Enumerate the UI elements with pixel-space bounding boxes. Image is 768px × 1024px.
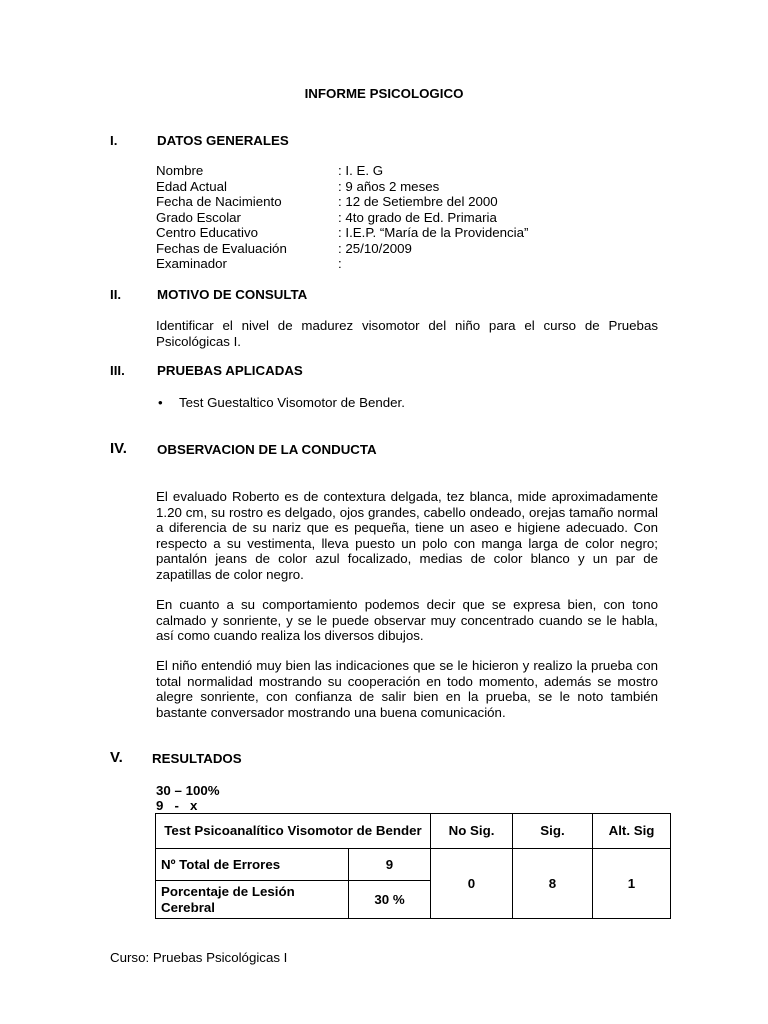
section-number: IV. bbox=[110, 440, 127, 457]
document-title: INFORME PSICOLOGICO bbox=[304, 86, 464, 101]
section-title: PRUEBAS APLICADAS bbox=[157, 363, 303, 378]
footer-text: Curso: Pruebas Psicológicas I bbox=[110, 950, 288, 965]
table-cell: Nº Total de Errores bbox=[156, 849, 349, 881]
field-label: Examinador bbox=[156, 256, 227, 271]
section-number: V. bbox=[110, 749, 123, 766]
table-row bbox=[156, 849, 671, 881]
bullet-icon: • bbox=[158, 395, 163, 410]
field-label: Fecha de Nacimiento bbox=[156, 194, 282, 209]
list-item: Test Guestaltico Visomotor de Bender. bbox=[179, 395, 405, 410]
results-table bbox=[155, 813, 671, 919]
table-cell: 1 bbox=[593, 849, 671, 919]
field-label: Centro Educativo bbox=[156, 225, 258, 240]
table-header-cell: No Sig. bbox=[431, 814, 513, 849]
field-value: : 12 de Setiembre del 2000 bbox=[338, 194, 498, 209]
table-cell: 9 bbox=[349, 849, 431, 881]
section-number: II. bbox=[110, 287, 122, 302]
table-cell: 0 bbox=[431, 849, 513, 919]
field-label: Nombre bbox=[156, 163, 204, 178]
field-value: : 9 años 2 meses bbox=[338, 178, 440, 194]
field-label: Edad Actual bbox=[156, 178, 227, 194]
paragraph: En cuanto a su comportamiento podemos decir que se expresa bien, con tono calmado y sonriente, y se le puede observar muy concentrado cuando se le habla, así como cuando realiza los diversos dibujos. bbox=[156, 597, 658, 643]
field-value: : bbox=[338, 256, 342, 271]
table-row bbox=[156, 814, 671, 849]
calc-line: 30 – 100% bbox=[156, 783, 220, 798]
paragraph: El niño entendió muy bien las indicaciones que se le hicieron y realizo la prueba con total normalidad mostrando su cooperación en todo momento, además se mostro alegre sonriente, con confianza de salir bien en la prueba, se le noto también bastante conversador mostrando una buena comunicación. bbox=[156, 658, 658, 720]
table-header-cell: Test Psicoanalítico Visomotor de Bender bbox=[156, 814, 431, 849]
section-number: I. bbox=[110, 133, 118, 148]
field-value: : I. E. G bbox=[338, 163, 384, 178]
paragraph: Identificar el nivel de madurez visomotor del niño para el curso de Pruebas Psicológicas I. bbox=[156, 318, 658, 349]
field-value: : 25/10/2009 bbox=[338, 240, 412, 256]
field-value: : I.E.P. “María de la Providencia” bbox=[338, 225, 529, 240]
table-header-cell: Alt. Sig bbox=[593, 814, 671, 849]
section-title: DATOS GENERALES bbox=[157, 133, 289, 148]
table-cell: Porcentaje de Lesión Cerebral bbox=[156, 881, 349, 919]
calc-line: 9 - x bbox=[156, 798, 198, 813]
table-cell: 30 % bbox=[349, 881, 431, 919]
table-cell: 8 bbox=[513, 849, 593, 919]
table-header-cell: Sig. bbox=[513, 814, 593, 849]
section-number: III. bbox=[110, 363, 125, 378]
field-value: : 4to grado de Ed. Primaria bbox=[338, 209, 497, 225]
section-title: OBSERVACION DE LA CONDUCTA bbox=[157, 442, 377, 457]
section-title: RESULTADOS bbox=[152, 751, 242, 766]
field-label: Grado Escolar bbox=[156, 209, 241, 225]
field-label: Fechas de Evaluación bbox=[156, 240, 287, 256]
paragraph: El evaluado Roberto es de contextura delgada, tez blanca, mide aproximadamente 1.20 cm, su rostro es delgado, ojos grandes, cabello ondeado, orejas tamaño normal a diferencia de su nariz que es pequeña, tiene un aseo e higiene adecuado. Con respecto a su vestimenta, lleva puesto un polo con manga larga de color negro; pantalón jeans de color azul focalizado, medias de color blanco y un par de zapatillas de color negro. bbox=[156, 489, 658, 582]
section-title: MOTIVO DE CONSULTA bbox=[157, 287, 308, 302]
